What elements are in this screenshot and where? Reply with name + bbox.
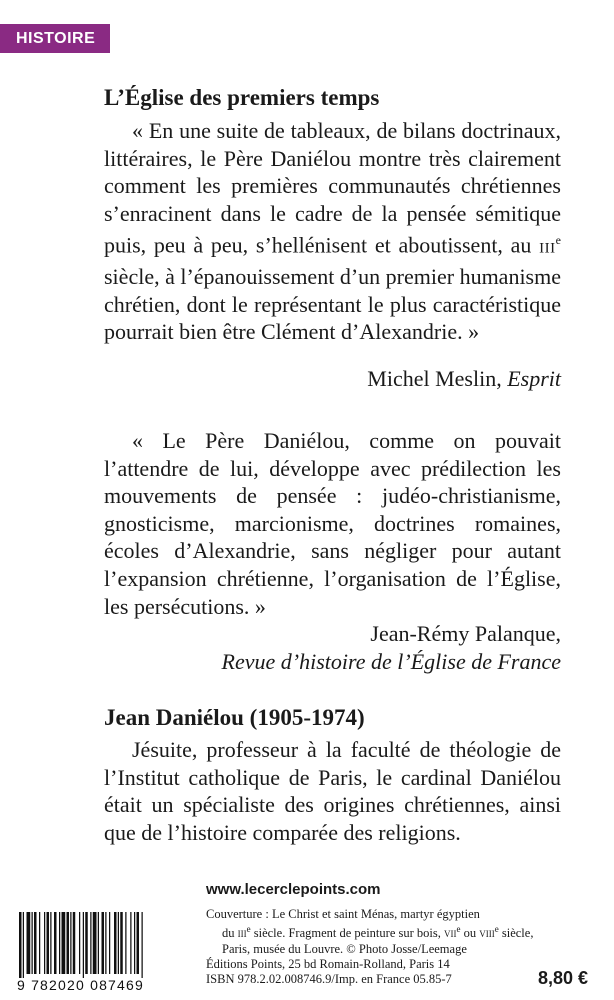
barcode-bar — [93, 912, 97, 974]
barcode-bar — [125, 912, 126, 974]
credits-line-2d: siècle, — [498, 926, 534, 941]
barcode-bar — [79, 912, 80, 974]
attribution-meslin-author: Michel Meslin, — [367, 366, 502, 391]
attribution-palanque-author: Jean-Rémy Palanque, — [370, 621, 561, 646]
credits-line-2b: siècle. Fragment de peinture sur bois, — [250, 926, 444, 941]
category-badge: HISTOIRE — [0, 24, 110, 53]
credits-line-2-sc2: VII — [443, 929, 457, 940]
quote-meslin-century-sup: e — [555, 233, 561, 248]
barcode-bar — [142, 912, 143, 978]
barcode-bar — [105, 912, 106, 974]
credits-line-2-sc3: VIII — [479, 929, 495, 940]
quote-meslin-part1: « En une suite de tableaux, de bilans doctrinaux, littéraires, le Père Daniélou montre très clairement comment les premières communautés chrétiennes s’enracinent dans le cadre de la pensée sémitique puis, peu à peu, s’hellénisent et aboutissent, au — [104, 118, 561, 258]
credits-line-5: ISBN 978.2.02.008746.9/Imp. en France 05.85-7 — [206, 972, 452, 987]
barcode-bar — [34, 912, 37, 974]
credits-line-1: Couverture : Le Christ et saint Ménas, martyr égyptien — [206, 907, 480, 921]
attribution-palanque — [101, 620, 561, 675]
author-bio: Jésuite, professeur à la faculté de théologie de l’Institut catholique de Paris, le cardinal Daniélou était un spécialiste des origines chrétiennes, ainsi que de l’histoire comparée des religions. — [104, 737, 561, 845]
credits-line-4: Éditions Points, 25 bd Romain-Rolland, Paris 14 — [206, 957, 450, 972]
credits-line-2c: ou — [460, 926, 480, 941]
quote-meslin — [104, 117, 561, 346]
barcode-bar — [19, 912, 22, 978]
credits-line-2a: du — [222, 926, 238, 941]
credits-line-2-sup3: e — [494, 924, 499, 934]
barcode-bar — [90, 912, 91, 974]
barcode-bar — [67, 912, 70, 974]
section-title-danielou: Jean Daniélou (1905-1974) — [104, 705, 365, 730]
price-label: 8,80 € — [537, 968, 588, 988]
attribution-palanque-source: Revue d’histoire de l’Église de France — [221, 648, 561, 674]
barcode-bar — [98, 912, 99, 974]
barcode-bar — [39, 912, 40, 974]
barcode-bar — [32, 912, 33, 974]
barcode-bar — [59, 912, 60, 974]
barcode-image — [17, 912, 185, 978]
barcode-bar — [70, 912, 71, 974]
quote-meslin-part2: siècle, à l’épanouissement d’un premier humanisme chrétien, dont le représentant le plus caractéristique pourrait bien être Clément d’Alexandrie. » — [104, 264, 561, 345]
attribution-meslin — [101, 365, 561, 393]
barcode-bar — [83, 912, 84, 978]
quote-palanque: « Le Père Daniélou, comme on pouvait l’attendre de lui, développe avec prédilection les mouvements de pensée : judéo-christianisme, gnosticisme, marcionisme, doctrines romaines, écoles d’Alexandrie, sans négliger pour autant l’expansion chrétienne, l’organisation de l’Église, les persécutions. » — [104, 428, 561, 619]
barcode-bar — [44, 912, 45, 974]
credits-block — [206, 907, 546, 987]
barcode-bar — [73, 912, 76, 974]
barcode-bar — [134, 912, 135, 974]
barcode-bar — [137, 912, 140, 974]
credits-line-2-sup2: e — [456, 924, 461, 934]
barcode-bar — [54, 912, 57, 974]
barcode-bar — [114, 912, 117, 974]
barcode-bar — [23, 912, 24, 978]
barcode-bar — [102, 912, 105, 974]
barcode-bar — [118, 912, 119, 974]
section-title-eglise: L’Église des premiers temps — [104, 85, 380, 110]
credits-line-2-sup: e — [246, 924, 251, 934]
barcode-bar — [120, 912, 123, 974]
barcode-number: 9 782020 087469 — [17, 977, 144, 993]
barcode-bar — [47, 912, 50, 974]
quote-meslin-century: III — [539, 240, 556, 257]
barcode-bar — [130, 912, 131, 974]
barcode-bar — [50, 912, 51, 974]
website-link[interactable]: www.lecerclepoints.com — [206, 881, 381, 898]
credits-line-2-sc: III — [237, 929, 247, 940]
credits-line-2 — [206, 922, 546, 942]
barcode-bar — [62, 912, 66, 974]
attribution-meslin-source: Esprit — [507, 366, 561, 391]
barcode-bar — [85, 912, 88, 974]
barcode-bar — [109, 912, 110, 974]
credits-line-3: Paris, musée du Louvre. © Photo Josse/Leemage — [222, 942, 467, 957]
barcode-bar — [27, 912, 31, 974]
